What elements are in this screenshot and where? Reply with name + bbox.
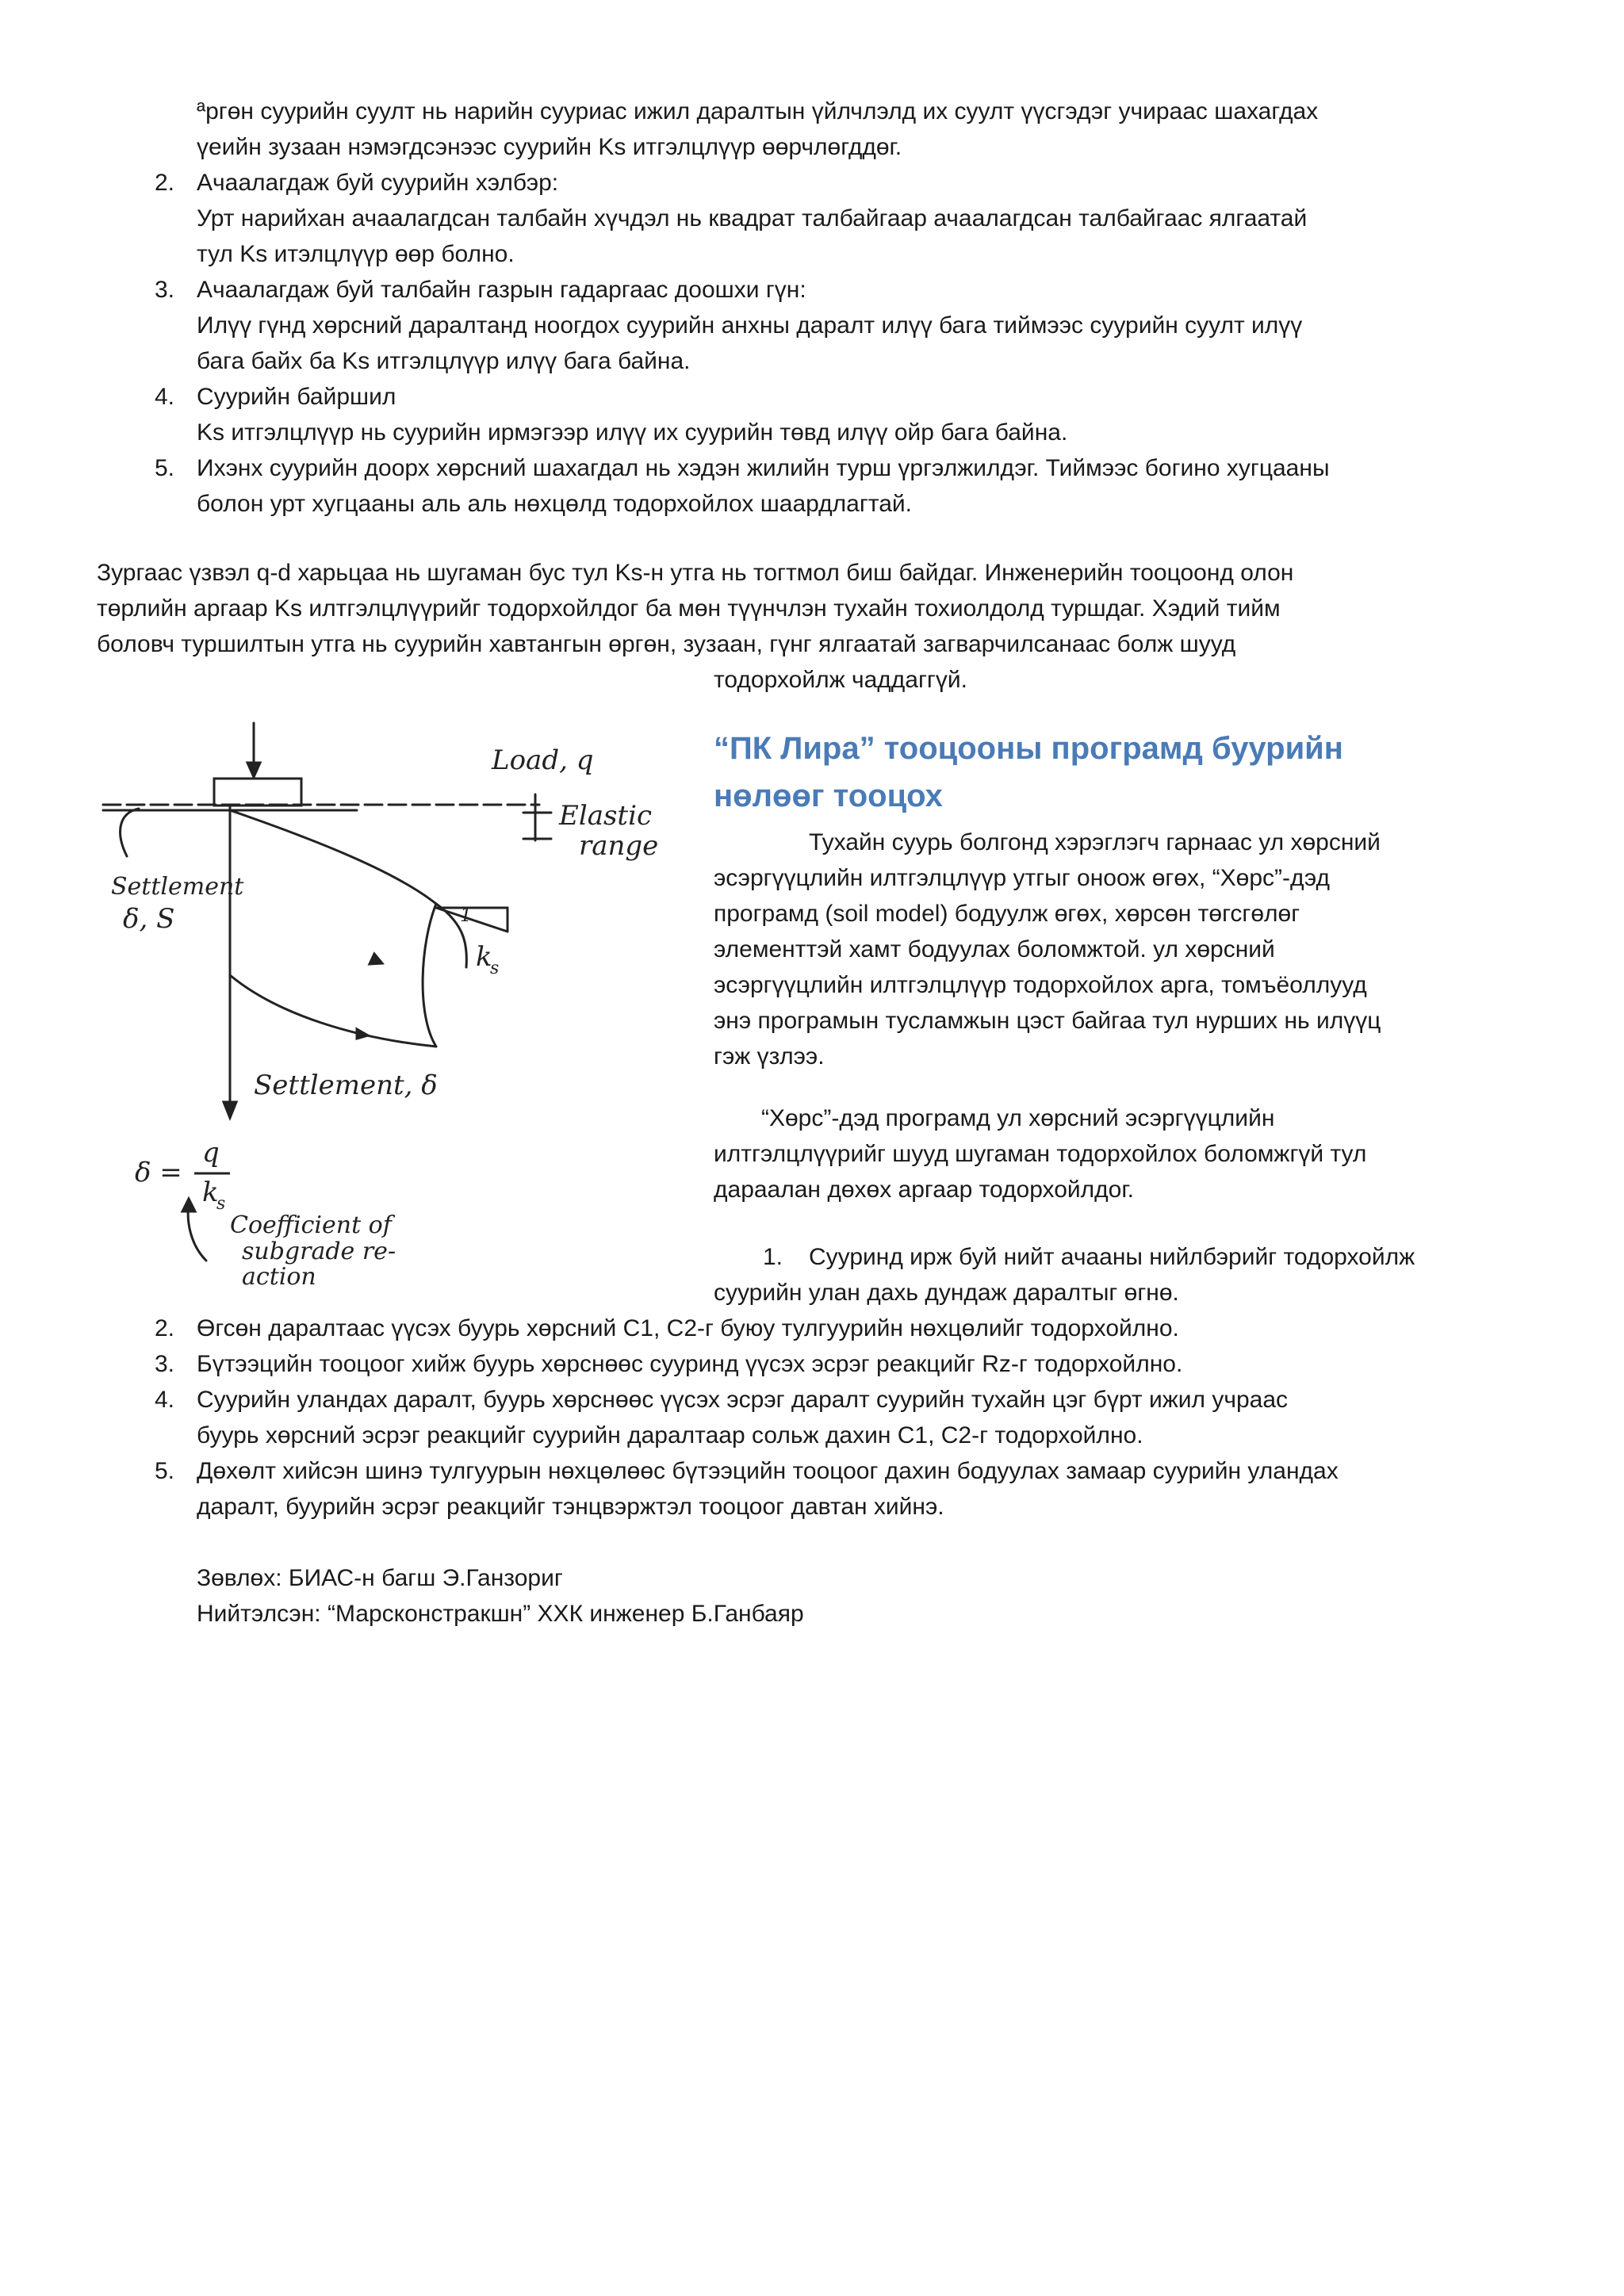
curve-arrow bbox=[370, 954, 382, 964]
list-item-line: буурь хөрсний эсрэг реакцийг суурийн даралтаар сольж дахин С1, С2-г тодорхойлно. bbox=[197, 1422, 1143, 1448]
list-item-line: даралт, буурийн эсрэг реакцийг тэнцвэржтэл тооцоог давтан хийнэ. bbox=[197, 1494, 944, 1520]
formula-q: q bbox=[202, 1137, 220, 1169]
text-line: ªргөн суурийн суулт нь нарийн сууриас ижил даралтын үйлчлэлд их суулт үүсгэдэг учираас шахагдах bbox=[197, 98, 1319, 124]
settlement-pointer bbox=[121, 809, 139, 856]
list-item-line: Дөхөлт хийсэн шинэ тулгуурын нөхцөлөөс бүтээцийн тооцоог дахин бодуулах замаар суурийн уландах bbox=[197, 1458, 1339, 1484]
list-item-line: Сууринд ирж буй нийт ачааны нийлбэрийг тодорхойлж bbox=[809, 1244, 1415, 1270]
paragraph-line: боловч туршилтын утга нь суурийн хавтангын өргөн, зузаан, гүнг ялгаатай загварчилсанаас болж шууд bbox=[97, 631, 1236, 657]
list-item-title: Суурийн байршил bbox=[197, 384, 396, 410]
paragraph-line: “Хөрс”-дэд програмд ул хөрсний эсэргүүцлийн bbox=[761, 1105, 1275, 1131]
list-number: 3. bbox=[154, 277, 174, 303]
list-item-title: Ачаалагдаж буй талбайн газрын гадаргаас доошхи гүн: bbox=[197, 277, 806, 303]
list-number: 2. bbox=[154, 170, 174, 196]
list-item-title: Ачаалагдаж буй суурийн хэлбэр: bbox=[197, 170, 559, 196]
reloading-curve bbox=[230, 975, 436, 1047]
list-item-title: Ихэнх суурийн доорх хөрсний шахагдал нь хэдэн жилийн турш үргэлжилдэг. Тиймээс богино хугцааны bbox=[197, 455, 1330, 481]
list-number: 3. bbox=[154, 1351, 174, 1377]
paragraph-line: Тухайн суурь болгонд хэрэглэгч гарнаас ул хөрсний bbox=[809, 829, 1381, 855]
list-item-line: Бүтээцийн тооцоог хийж буурь хөрснөөс сууринд үүсэх эсрэг реакцийг Rz-г тодорхойлно. bbox=[197, 1351, 1183, 1377]
text-line: үеийн зузаан нэмэгдсэнээс суурийн Ks итгэлцлүүр өөрчлөгддөг. bbox=[197, 134, 902, 160]
list-number: 5. bbox=[154, 455, 174, 481]
paragraph-line: энэ програмын тусламжын цэст байгаа тул нурших нь илүүц bbox=[714, 1008, 1381, 1034]
paragraph-line: эсэргүүцлийн илтгэлцлүүр утгыг оноож өгөх, “Хөрс”-дэд bbox=[714, 865, 1331, 891]
section-heading-line-1: “ПК Лира” тооцооны програмд буурийн bbox=[714, 731, 1343, 766]
paragraph-line: гэж үзлээ. bbox=[714, 1043, 825, 1070]
settlement-left-label-2: δ, S bbox=[123, 903, 175, 935]
load-label: Load, q bbox=[492, 744, 594, 776]
formula-k: k bbox=[202, 1177, 219, 1208]
list-number: 2. bbox=[154, 1315, 174, 1341]
settlement-diagram-svg bbox=[95, 714, 682, 1300]
coef-label-1: Coefficient of bbox=[230, 1211, 392, 1239]
elastic-label-1: Elastic bbox=[559, 800, 652, 832]
paragraph-line: төрлийн аргаар Ks илтгэлцлүүрийг тодорхойлдог ба мөн түүнчлэн тухайн тохиолдолд туршдаг. Хэдий тийм bbox=[97, 595, 1281, 622]
ks-label: k bbox=[476, 941, 492, 973]
loading-curve bbox=[230, 810, 466, 967]
list-item-line: Суурийн уландах даралт, буурь хөрснөөс үүсэх эсрэг даралт суурийн тухайн цэг бүрт ижил учраас bbox=[197, 1387, 1289, 1413]
list-item-line: болон урт хугцааны аль аль нөхцөлд тодорхойлох шаардлагтай. bbox=[197, 491, 912, 517]
coef-label-2: subgrade re- bbox=[242, 1238, 396, 1265]
formula-s: s bbox=[216, 1194, 226, 1214]
paragraph-line: дараалан дөхөх аргаар тодорхойлдог. bbox=[714, 1177, 1134, 1203]
list-item-line: Ks итгэлцлүүр нь суурийн ирмэгээр илүү их суурийн төвд илүү ойр бага байна. bbox=[197, 419, 1068, 446]
list-number: 1. bbox=[763, 1244, 783, 1270]
list-item-line: Илүү гүнд хөрсний даралтанд ноогдох суурийн анхны даралт илүү бага тиймээс суурийн суулт илүү bbox=[197, 312, 1303, 339]
curve-arrow-2 bbox=[357, 1029, 368, 1039]
paragraph-line: тодорхойлж чаддаггүй. bbox=[714, 667, 967, 693]
section-heading-line-2: нөлөөг тооцох bbox=[714, 779, 943, 813]
slope-one-label: 1 bbox=[460, 904, 473, 926]
ks-subscript: s bbox=[490, 959, 500, 978]
list-number: 5. bbox=[154, 1458, 174, 1484]
list-item-line: тул Ks итэлцлүүр өөр болно. bbox=[197, 241, 515, 267]
settlement-left-label-1: Settlement bbox=[111, 873, 244, 901]
paragraph-line: эсэргүүцлийн илтгэлцлүүр тодорхойлох арга, томъёоллууд bbox=[714, 972, 1367, 998]
paragraph-line: илтгэлцлүүрийг шууд шугаман тодорхойлох боломжгүй тул bbox=[714, 1141, 1367, 1167]
axis-arrow-head bbox=[224, 1102, 236, 1118]
list-number: 4. bbox=[154, 384, 174, 410]
list-item-line: суурийн улан дахь дундаж даралтыг өгнө. bbox=[714, 1280, 1179, 1306]
footing bbox=[214, 779, 301, 806]
coef-pointer bbox=[188, 1205, 206, 1261]
coef-label-3: action bbox=[242, 1263, 316, 1291]
load-arrow-head bbox=[247, 763, 260, 777]
unloading-curve bbox=[423, 904, 436, 1047]
list-number: 4. bbox=[154, 1387, 174, 1413]
advisor-line: Зөвлөх: БИАС-н багш Э.Ганзориг bbox=[197, 1565, 563, 1591]
paragraph-line: Зургаас үзвэл q-d харьцаа нь шугаман бус тул Ks-н утга нь тогтмол биш байдаг. Инженерийн тооцоонд олон bbox=[97, 560, 1294, 586]
elastic-label-2: range bbox=[579, 830, 659, 862]
list-item-line: Өгсөн даралтаас үүсэх буурь хөрсний С1, С2-г буюу тулгуурийн нөхцөлийг тодорхойлно. bbox=[197, 1315, 1179, 1341]
settlement-diagram bbox=[95, 714, 682, 1300]
list-item-line: бага байх ба Ks итгэлцлүүр илүү бага байна. bbox=[197, 348, 691, 374]
formula-delta: δ = bbox=[135, 1157, 182, 1188]
settlement-bottom-label: Settlement, δ bbox=[254, 1070, 438, 1101]
paragraph-line: элементтэй хамт бодуулах боломжтой. ул хөрсний bbox=[714, 936, 1275, 962]
paragraph-line: програмд (soil model) бодуулж өгөх, хөрсөн төгсгөлөг bbox=[714, 901, 1300, 927]
list-item-line: Урт нарийхан ачаалагдсан талбайн хүчдэл нь квадрат талбайгаар ачаалагдсан талбайгаас ялгаатай bbox=[197, 205, 1308, 232]
publisher-line: Нийтэлсэн: “Марсконстракшн” ХХК инженер Б.Ганбаяр bbox=[197, 1601, 804, 1627]
